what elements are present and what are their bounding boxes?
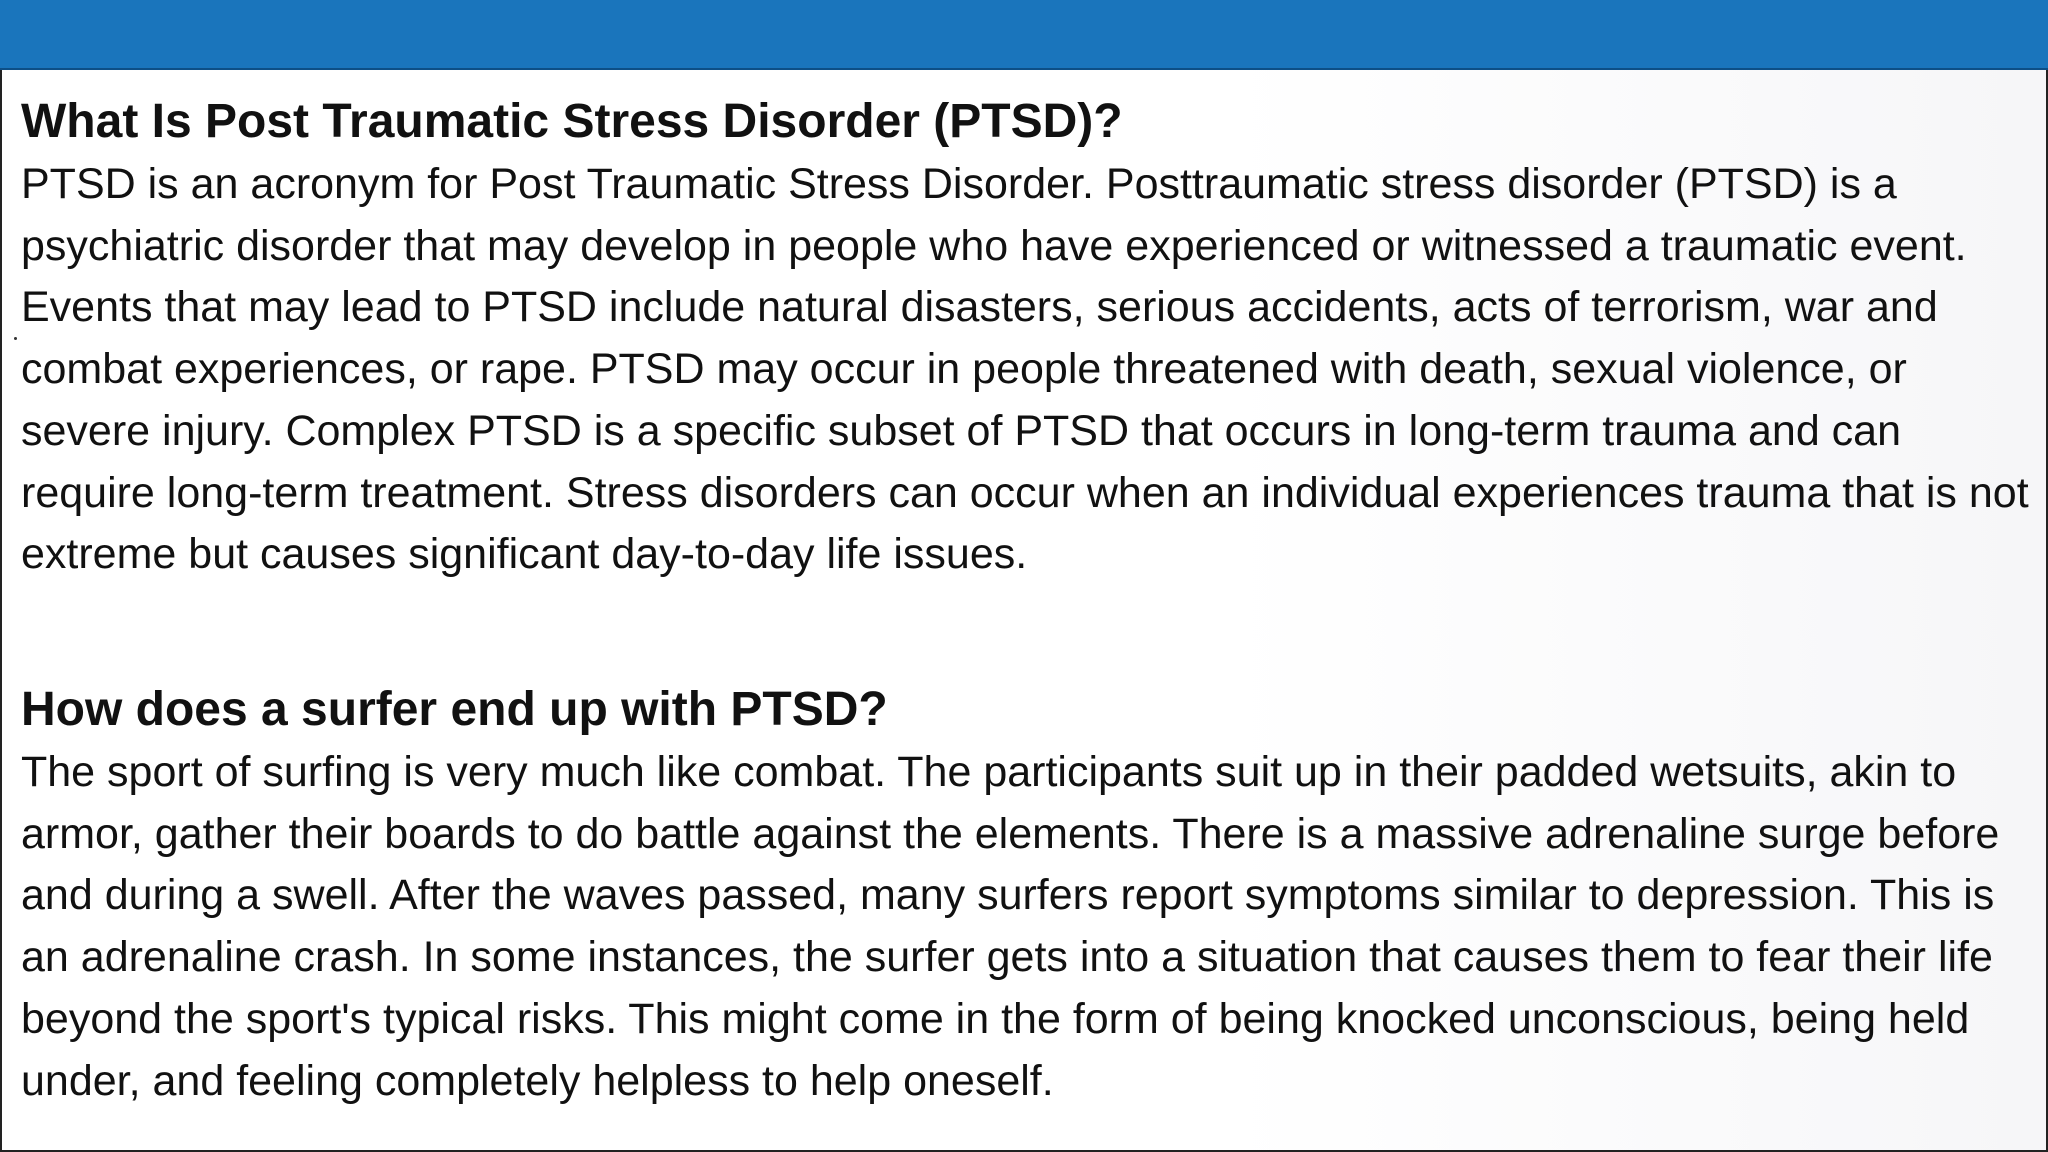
section-body: The sport of surfing is very much like combat. The participants suit up in their padded wetsuits, akin to armor, gather their boards to do battle against the elements. There is a massive adrenaline surge before and during a swell. After the waves passed, many surfers report symptoms similar to depression. This is an adrenaline crash. In some instances, the surfer gets into a situation that causes them to fear their life beyond the sport's typical risks. This might come in the form of being knocked unconscious, being held under, and feeling completely helpless to help oneself. xyxy=(21,748,2000,1105)
section-body: PTSD is an acronym for Post Traumatic Stress Disorder. Posttraumatic stress disorder (PTSD) is a psychiatric disorder that may develop in people who have experienced or witnessed a traumatic event. Events that may lead to PTSD include natural disasters, serious accidents, acts of terrorism, war and combat experiences, or rape. PTSD may occur in people threatened with death, sexual violence, or severe injury. Complex PTSD is a specific subset of PTSD that occurs in long-term trauma and can require long-term treatment. Stress disorders can occur when an individual experiences trauma that is not extreme but causes significant day-to-day life issues. xyxy=(21,160,2029,579)
stray-dot xyxy=(14,337,17,340)
header-bar xyxy=(0,0,2048,70)
section-heading: How does a surfer end up with PTSD? xyxy=(21,683,888,736)
section-surfer-ptsd xyxy=(21,678,2031,1112)
section-heading: What Is Post Traumatic Stress Disorder (PTSD)? xyxy=(21,95,1123,148)
section-what-is-ptsd xyxy=(21,90,2031,586)
content-panel xyxy=(0,70,2048,1152)
